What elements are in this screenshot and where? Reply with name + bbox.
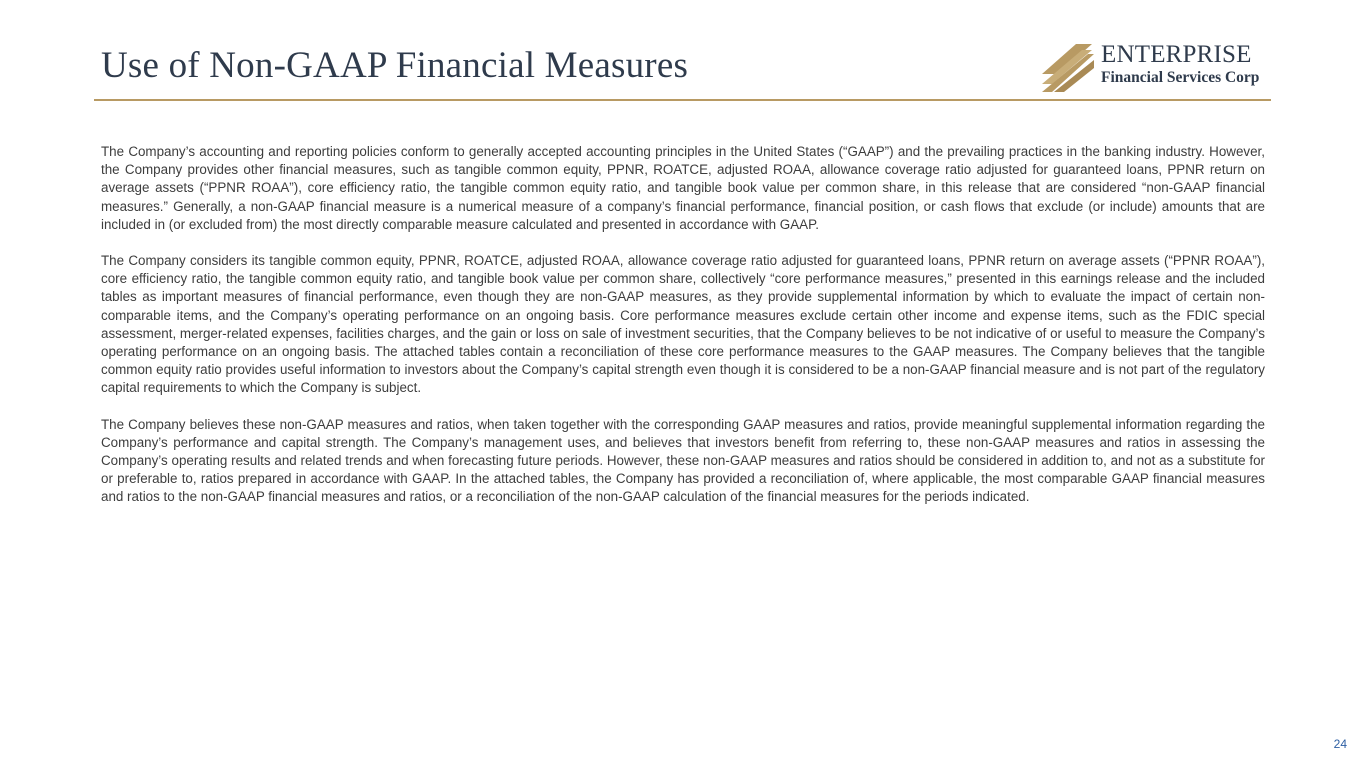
page-title: Use of Non-GAAP Financial Measures — [101, 45, 689, 86]
logo-name: ENTERPRISE — [1101, 41, 1252, 68]
paragraph-2: The Company considers its tangible common equity, PPNR, ROATCE, adjusted ROAA, allowance coverage ratio adjusted for guaranteed loans, PPNR return on average assets (“PPNR ROAA”), core efficiency ratio, the tangible common equity ratio, and tangible book value per common share, collectively “core performance measures,” presented in this earnings release and the included tables as important measures of financial performance, even though they are non-GAAP measures, as they provide supplemental information by which to evaluate the impact of certain non-comparable items, and the Company’s operating performance on an ongoing basis. Core performance measures exclude certain other income and expense items, such as the FDIC special assessment, merger-related expenses, facilities charges, and the gain or loss on sale of investment securities, that the Company believes to be not indicative of or useful to measure the Company’s operating performance on an ongoing basis. The attached tables contain a reconciliation of these core performance measures to the GAAP measures. The Company believes that the tangible common equity ratio provides useful information to investors about the Company’s capital strength even though it is considered to be a non-GAAP financial measure and is not part of the regulatory capital requirements to which the Company is subject. — [101, 253, 1265, 396]
page-number: 24 — [1333, 737, 1347, 751]
logo-subtitle: Financial Services Corp — [1101, 69, 1260, 86]
paragraph-1: The Company’s accounting and reporting policies conform to generally accepted accounting principles in the United States (“GAAP”) and the prevailing practices in the banking industry. However, the Company provides other financial measures, such as tangible common equity, PPNR, ROATCE, adjusted ROAA, allowance coverage ratio adjusted for guaranteed loans, PPNR return on average assets (“PPNR ROAA”), core efficiency ratio, the tangible common equity ratio, and tangible book value per common share, in this release that are considered “non-GAAP financial measures.” Generally, a non-GAAP financial measure is a numerical measure of a company’s financial performance, financial position, or cash flows that exclude (or include) amounts that are included in (or excluded from) the most directly comparable measure calculated and presented in accordance with GAAP. — [101, 144, 1265, 232]
body-text — [101, 143, 1265, 525]
enterprise-logo-icon — [1040, 42, 1096, 92]
company-logo — [1040, 42, 1272, 92]
title-divider — [94, 99, 1271, 101]
paragraph-3: The Company believes these non-GAAP measures and ratios, when taken together with the corresponding GAAP measures and ratios, provide meaningful supplemental information regarding the Company’s performance and capital strength. The Company’s management uses, and believes that investors benefit from referring to, these non-GAAP measures and ratios in assessing the Company’s operating results and related trends and when forecasting future periods. However, these non-GAAP measures and ratios should be considered in addition to, and not as a substitute for or preferable to, ratios prepared in accordance with GAAP. In the attached tables, the Company has provided a reconciliation of, where applicable, the most comparable GAAP financial measures and ratios to the non-GAAP financial measures and ratios, or a reconciliation of the non-GAAP calculation of the financial measures for the periods indicated. — [101, 416, 1265, 505]
